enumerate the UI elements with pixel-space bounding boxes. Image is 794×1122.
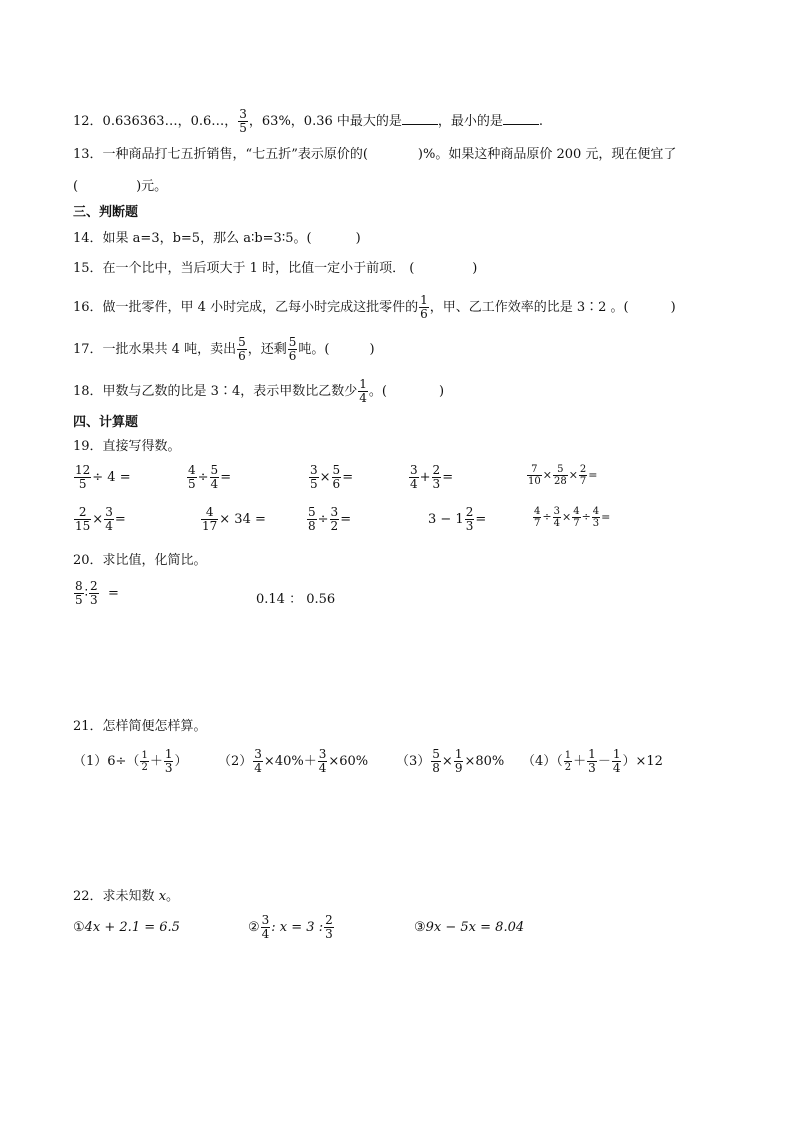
equation-item-3: ③9x − 5x = 8.04 bbox=[414, 920, 525, 935]
calc-item: $\frac{7}{10}$ × $\frac{5}{28}$ × $\frac{2}{7}$ = bbox=[528, 464, 598, 487]
question-13-line-2: ( )元。 bbox=[73, 179, 168, 194]
fraction: $\frac{1}{6}$ bbox=[420, 293, 428, 321]
simplify-item-3: （3） $\frac{5}{8}$ × $\frac{1}{9}$ ×80% bbox=[396, 747, 505, 775]
calc-item: $\frac{4}{5}$ ÷ $\frac{5}{4}$ = bbox=[188, 463, 232, 491]
ratio-item: $\frac{8}{5}$ ∶ $\frac{2}{3}$ = bbox=[75, 579, 119, 607]
equation-item-1: ①4x + 2.1 = 6.5 bbox=[73, 920, 180, 935]
equation-item-2: ② $\frac{3}{4}$ : x = 3 : $\frac{2}{3}$ bbox=[248, 913, 333, 941]
question-13: 13．一种商品打七五折销售，“七五折”表示原价的( )%。如果这种商品原价 200 元，现在便宜了 bbox=[73, 147, 677, 162]
question-16: 16．做一批零件，甲 4 小时完成，乙每小时完成这批零件的 $\frac{1}{6}$ ，甲、乙工作效率的比是 3∶2 。( ) bbox=[73, 293, 676, 321]
calc-item: $\frac{2}{15}$ × $\frac{3}{4}$ = bbox=[75, 505, 126, 533]
answer-blank[interactable] bbox=[402, 112, 438, 125]
fraction: $\frac{3}{5}$ bbox=[239, 107, 247, 135]
section-heading-calculation: 四、计算题 bbox=[73, 415, 139, 430]
simplify-item-4: （4）（ $\frac{1}{2}$ ＋ $\frac{1}{3}$ － $\frac{1}{4}$ ）×12 bbox=[522, 747, 663, 775]
calc-item: $\frac{3}{5}$ × $\frac{5}{6}$ = bbox=[310, 463, 354, 491]
question-18: 18．甲数与乙数的比是 3∶4，表示甲数比乙数少 $\frac{1}{4}$ 。( ) bbox=[73, 377, 445, 405]
calc-item: $\frac{4}{7}$ ÷ $\frac{3}{4}$ × $\frac{4}{7}$ ÷ $\frac{4}{3}$ = bbox=[534, 506, 611, 529]
question-12: 12．0.636363…，0.6…， $\frac{3}{5}$ ，63%，0.36 中最大的是 ，最小的是 . bbox=[73, 107, 544, 135]
calc-item: $\frac{12}{5}$ ÷ 4 = bbox=[75, 463, 131, 491]
calc-item: $\frac{5}{8}$ ÷ $\frac{3}{2}$ = bbox=[308, 505, 352, 533]
question-15: 15．在一个比中，当后项大于 1 时，比值一定小于前项． ( ) bbox=[73, 261, 478, 276]
calc-item: $\frac{4}{17}$ × 34 = bbox=[202, 505, 266, 533]
calc-item: $\frac{3}{4}$ + $\frac{2}{3}$ = bbox=[410, 463, 454, 491]
fraction: $\frac{1}{4}$ bbox=[359, 377, 367, 405]
answer-blank[interactable] bbox=[503, 112, 539, 125]
simplify-item-2: （2） $\frac{3}{4}$ ×40%＋ $\frac{3}{4}$ ×60% bbox=[218, 747, 369, 775]
fraction: $\frac{5}{6}$ bbox=[238, 335, 246, 363]
fraction: $\frac{5}{6}$ bbox=[288, 335, 297, 363]
section-heading-judgement: 三、判断题 bbox=[73, 205, 139, 220]
question-14: 14．如果 a=3，b=5，那么 a∶b=3∶5。( ) bbox=[73, 231, 361, 246]
calc-item: 3 − 1 $\frac{2}{3}$ = bbox=[428, 505, 487, 533]
question-19: 19．直接写得数。 bbox=[73, 439, 181, 454]
question-20: 20．求比值，化简比。 bbox=[73, 553, 207, 568]
question-22: 22．求未知数 x。 bbox=[73, 889, 180, 904]
simplify-item-1: （1）6÷（ $\frac{1}{2}$ ＋ $\frac{1}{3}$ ） bbox=[73, 747, 188, 775]
question-17: 17．一批水果共 4 吨，卖出 $\frac{5}{6}$ ，还剩 $\frac{5}{6}$ 吨。( ) bbox=[73, 335, 375, 363]
question-21: 21．怎样简便怎样算。 bbox=[73, 719, 207, 734]
ratio-item: 0.14 ： 0.56 bbox=[256, 592, 336, 607]
